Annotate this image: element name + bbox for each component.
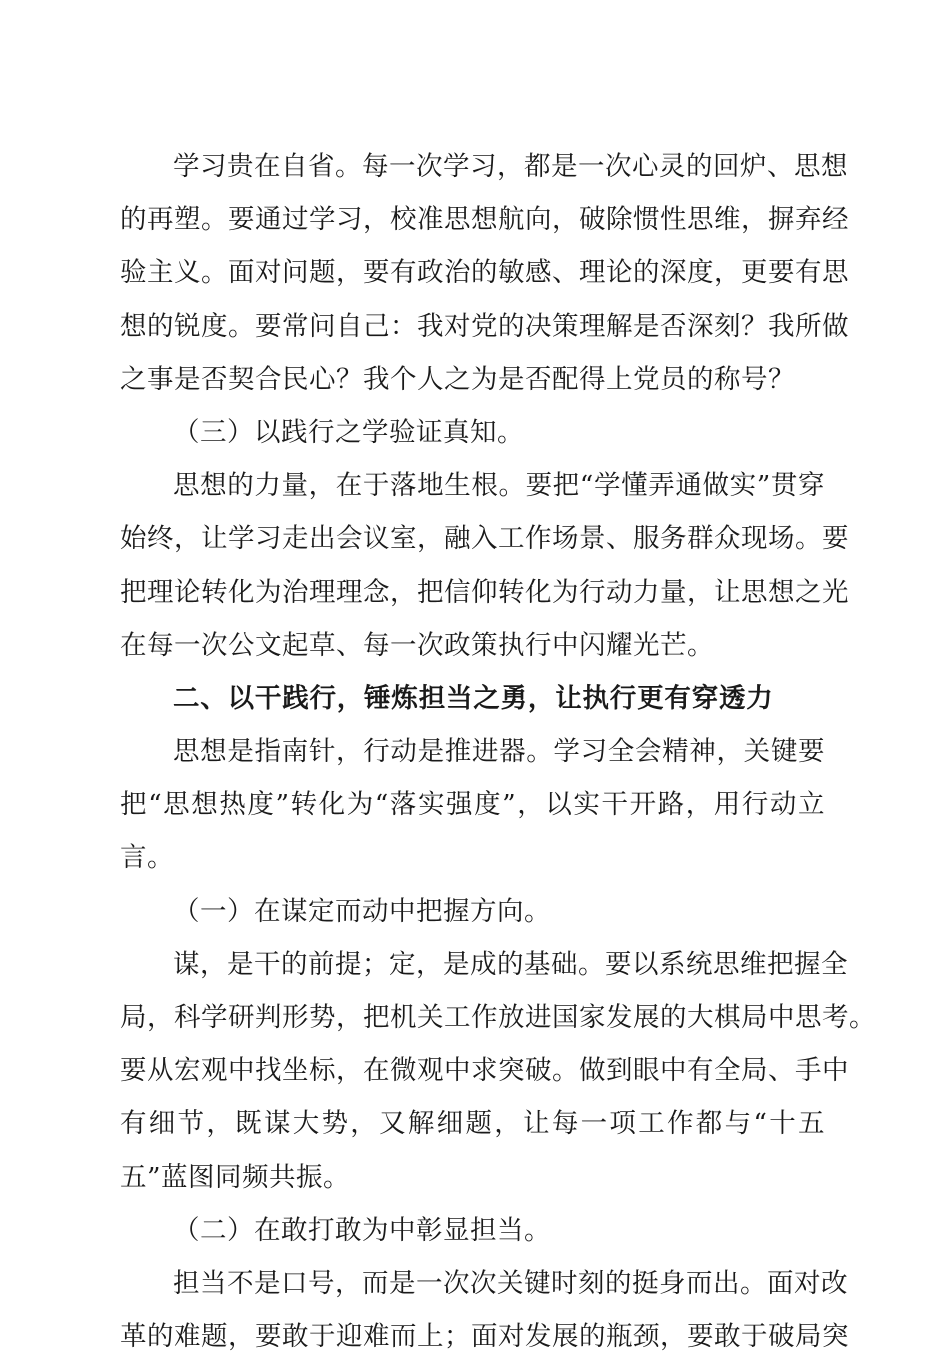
subheading bbox=[120, 406, 825, 459]
text-line: 担当不是口号，而是一次次关键时刻的挺身而出。面对改 bbox=[173, 1267, 848, 1299]
text-line: 思想是指南针，行动是推进器。学习全会精神，关键要 bbox=[173, 736, 825, 768]
text-line: 要从宏观中找坐标，在微观中求突破。做到眼中有全局、手中 bbox=[120, 1055, 849, 1087]
body-paragraph bbox=[120, 938, 876, 1204]
subheading-text: （二）在敢打敢为中彰显担当。 bbox=[173, 1214, 551, 1246]
text-line: 有细节，既谋大势，又解细题，让每一项工作都与“十五 bbox=[120, 1108, 825, 1140]
text-line: 把理论转化为治理理念，把信仰转化为行动力量，让思想之光 bbox=[120, 576, 849, 608]
text-line: 局，科学研判形势，把机关工作放进国家发展的大棋局中思考。 bbox=[120, 1002, 876, 1033]
text-line: 思想的力量，在于落地生根。要把“学懂弄通做实”贯穿 bbox=[173, 470, 825, 502]
section-heading bbox=[120, 672, 825, 725]
body-paragraph bbox=[120, 140, 849, 406]
text-line: 革的难题，要敢于迎难而上；面对发展的瓶颈，要敢于破局突 bbox=[120, 1321, 849, 1353]
text-line: 五”蓝图同频共振。 bbox=[120, 1161, 351, 1193]
text-line: 想的锐度。要常问自己：我对党的决策理解是否深刻？我所做 bbox=[120, 310, 849, 342]
text-line: 的再塑。要通过学习，校准思想航向，破除惯性思维，摒弃经 bbox=[120, 204, 849, 236]
document-page bbox=[120, 140, 876, 1363]
section-heading-text: 二、以干践行，锤炼担当之勇，让执行更有穿透力 bbox=[173, 682, 774, 714]
body-paragraph bbox=[120, 1257, 849, 1363]
text-line: 始终，让学习走出会议室，融入工作场景、服务群众现场。要 bbox=[120, 523, 849, 555]
subheading bbox=[120, 1204, 825, 1257]
text-line: 学习贵在自省。每一次学习，都是一次心灵的回炉、思想 bbox=[173, 151, 848, 182]
text-line: 谋，是干的前提；定，是成的基础。要以系统思维把握全 bbox=[173, 948, 848, 980]
text-line: 之事是否契合民心？我个人之为是否配得上党员的称号？ bbox=[120, 363, 795, 395]
subheading-text: （三）以践行之学验证真知。 bbox=[173, 416, 524, 448]
text-line: 在每一次公文起草、每一次政策执行中闪耀光芒。 bbox=[120, 629, 714, 661]
text-line: 把“思想热度”转化为“落实强度”，以实干开路，用行动立 bbox=[120, 789, 825, 821]
text-line: 言。 bbox=[120, 842, 174, 874]
subheading bbox=[120, 885, 825, 938]
body-paragraph bbox=[120, 725, 825, 885]
subheading-text: （一）在谋定而动中把握方向。 bbox=[173, 895, 551, 927]
body-paragraph bbox=[120, 459, 849, 672]
text-line: 验主义。面对问题，要有政治的敏感、理论的深度，更要有思 bbox=[120, 257, 849, 289]
